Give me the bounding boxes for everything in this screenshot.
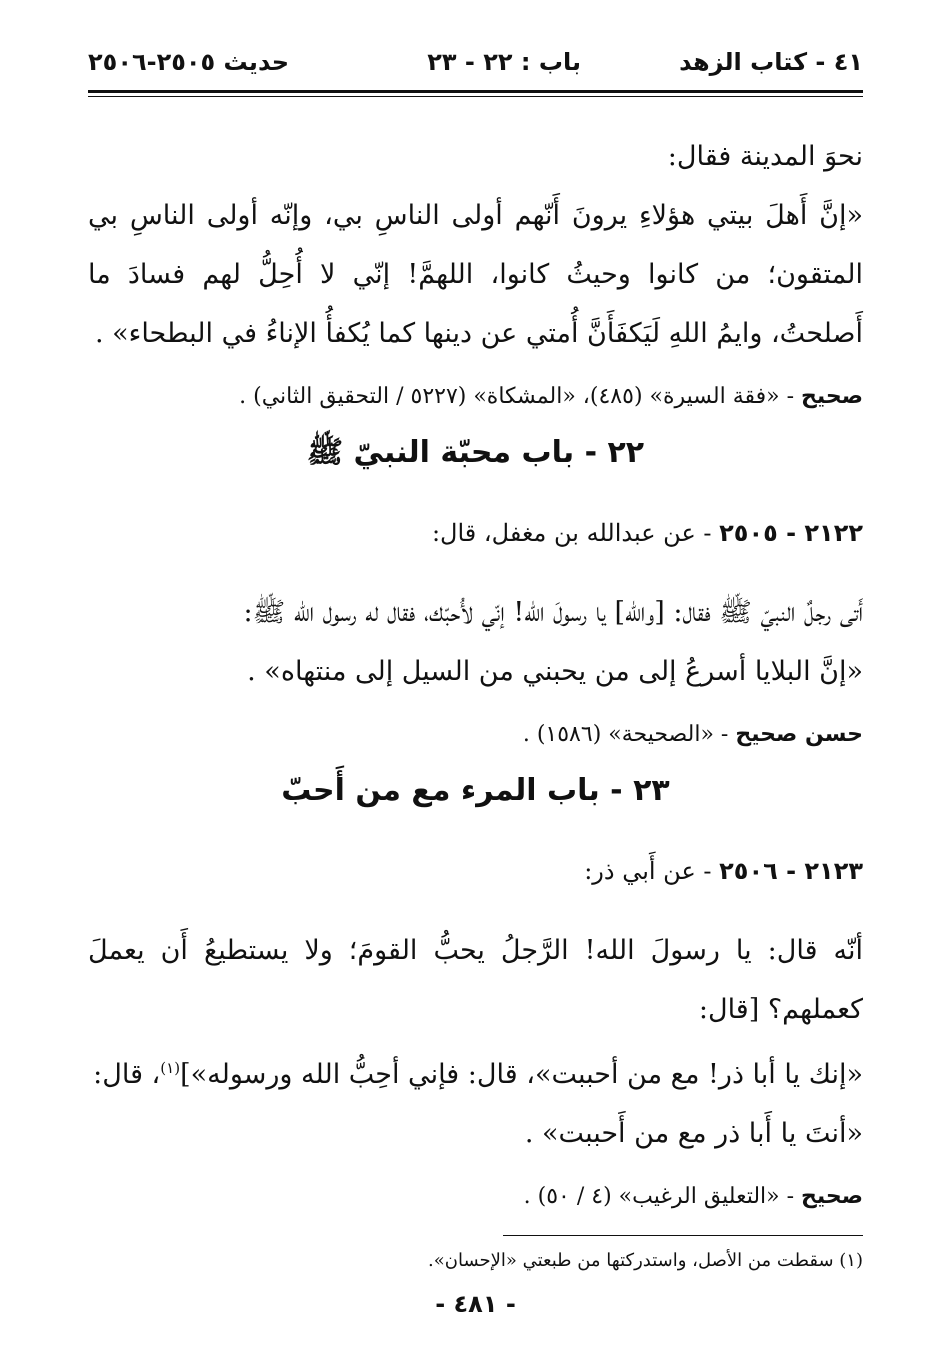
hadith-2123-heading bbox=[88, 845, 863, 897]
quote-tail: ، قال: bbox=[93, 1059, 161, 1090]
header-book-title: ٤١ - كتاب الزهد bbox=[679, 48, 863, 76]
page-body bbox=[88, 127, 863, 1278]
grade-label: حسن صحيح bbox=[735, 722, 863, 747]
grade-2123 bbox=[88, 1177, 863, 1217]
hadith-number: ٢١٢٢ - ٢٥٠٥ bbox=[719, 519, 863, 547]
hadith-2122-text: أَتى رجلٌ النبيّ ﷺ فقال: [والله] يا رسولَ الله! إنّي لأُحبّك، فقال له رسول الله ﷺ: bbox=[243, 597, 863, 628]
grade-source: - «فقة السيرة» (٤٨٥)، «المشكاة» (٥٢٢٧ / التحقيق الثاني) . bbox=[239, 384, 802, 409]
chapter-22-title: ٢٢ - باب محبّة النبيّ ﷺ bbox=[306, 435, 645, 470]
footnote-rule bbox=[503, 1235, 863, 1236]
hadith-narrator: - عن أَبي ذر: bbox=[584, 857, 720, 885]
hadith-2123-text: أنّه قال: يا رسولَ الله! الرَّجلُ يحبُّ القومَ؛ ولا يستطيعُ أَن يعملَ كعملهم؟ [قال: bbox=[88, 935, 863, 1025]
hadith-2123-quote bbox=[88, 1039, 863, 1104]
chapter-23-title: ٢٣ - باب المرء مع من أَحبّ bbox=[281, 773, 670, 808]
book-page bbox=[88, 40, 863, 1370]
quote-text: «إنك يا أبا ذر! مع من أحببت»، قال: فإني أحِبُّ الله ورسوله»] bbox=[180, 1059, 863, 1090]
grade-2121 bbox=[88, 377, 863, 417]
hadith-narrator: - عن عبدالله بن مغفل، قال: bbox=[431, 519, 720, 547]
hadith-2122-heading bbox=[88, 507, 863, 559]
hadith-2121-quote: «إنَّ أَهلَ بيتي هؤلاءِ يرونَ أَنّهم أولى الناسِ بي، وإنّه أولى الناسِ بي المتقون؛ من كانوا وحيثُ كانوا، اللهمَّ! إنّي لا أُحِلُّ لهم فسادَ ما أَصلحتُ، وايمُ اللهِ لَيَكفَأَنَّ أُمتي عن دينها كما يُكفأُ الإناءُ في البطحاء» . bbox=[88, 200, 863, 349]
hadith-2123-quote-2: «أنتَ يا أَبا ذر مع من أَحببت» . bbox=[524, 1118, 863, 1149]
grade-source: - «التعليق الرغيب» (٤ / ٥٠) . bbox=[523, 1184, 802, 1209]
continuation-text: نحوَ المدينة فقال: bbox=[667, 141, 863, 172]
header-hadith-range: حديث ٢٥٠٥-٢٥٠٦ bbox=[88, 48, 290, 76]
grade-label: صحيح bbox=[801, 1184, 863, 1209]
grade-label: صحيح bbox=[801, 384, 863, 409]
grade-2122 bbox=[88, 715, 863, 755]
header-chapter-range: باب : ٢٢ - ٢٣ bbox=[427, 48, 581, 76]
page-number: - ٤٨١ - bbox=[435, 1290, 516, 1318]
footnote-marker[interactable]: (١) bbox=[160, 1059, 181, 1077]
hadith-number: ٢١٢٣ - ٢٥٠٦ bbox=[719, 857, 863, 885]
header-rule bbox=[88, 90, 863, 97]
footnote-1: (١) سقطت من الأصل، واستدركتها من طبعتي «الإحسان». bbox=[428, 1250, 863, 1271]
running-header bbox=[88, 40, 863, 84]
grade-source: - «الصحيحة» (١٥٨٦) . bbox=[522, 722, 736, 747]
hadith-2122-quote: «إنَّ البلايا أسرعُ إلى من يحبني من السيل إلى منتهاه» . bbox=[247, 656, 863, 687]
